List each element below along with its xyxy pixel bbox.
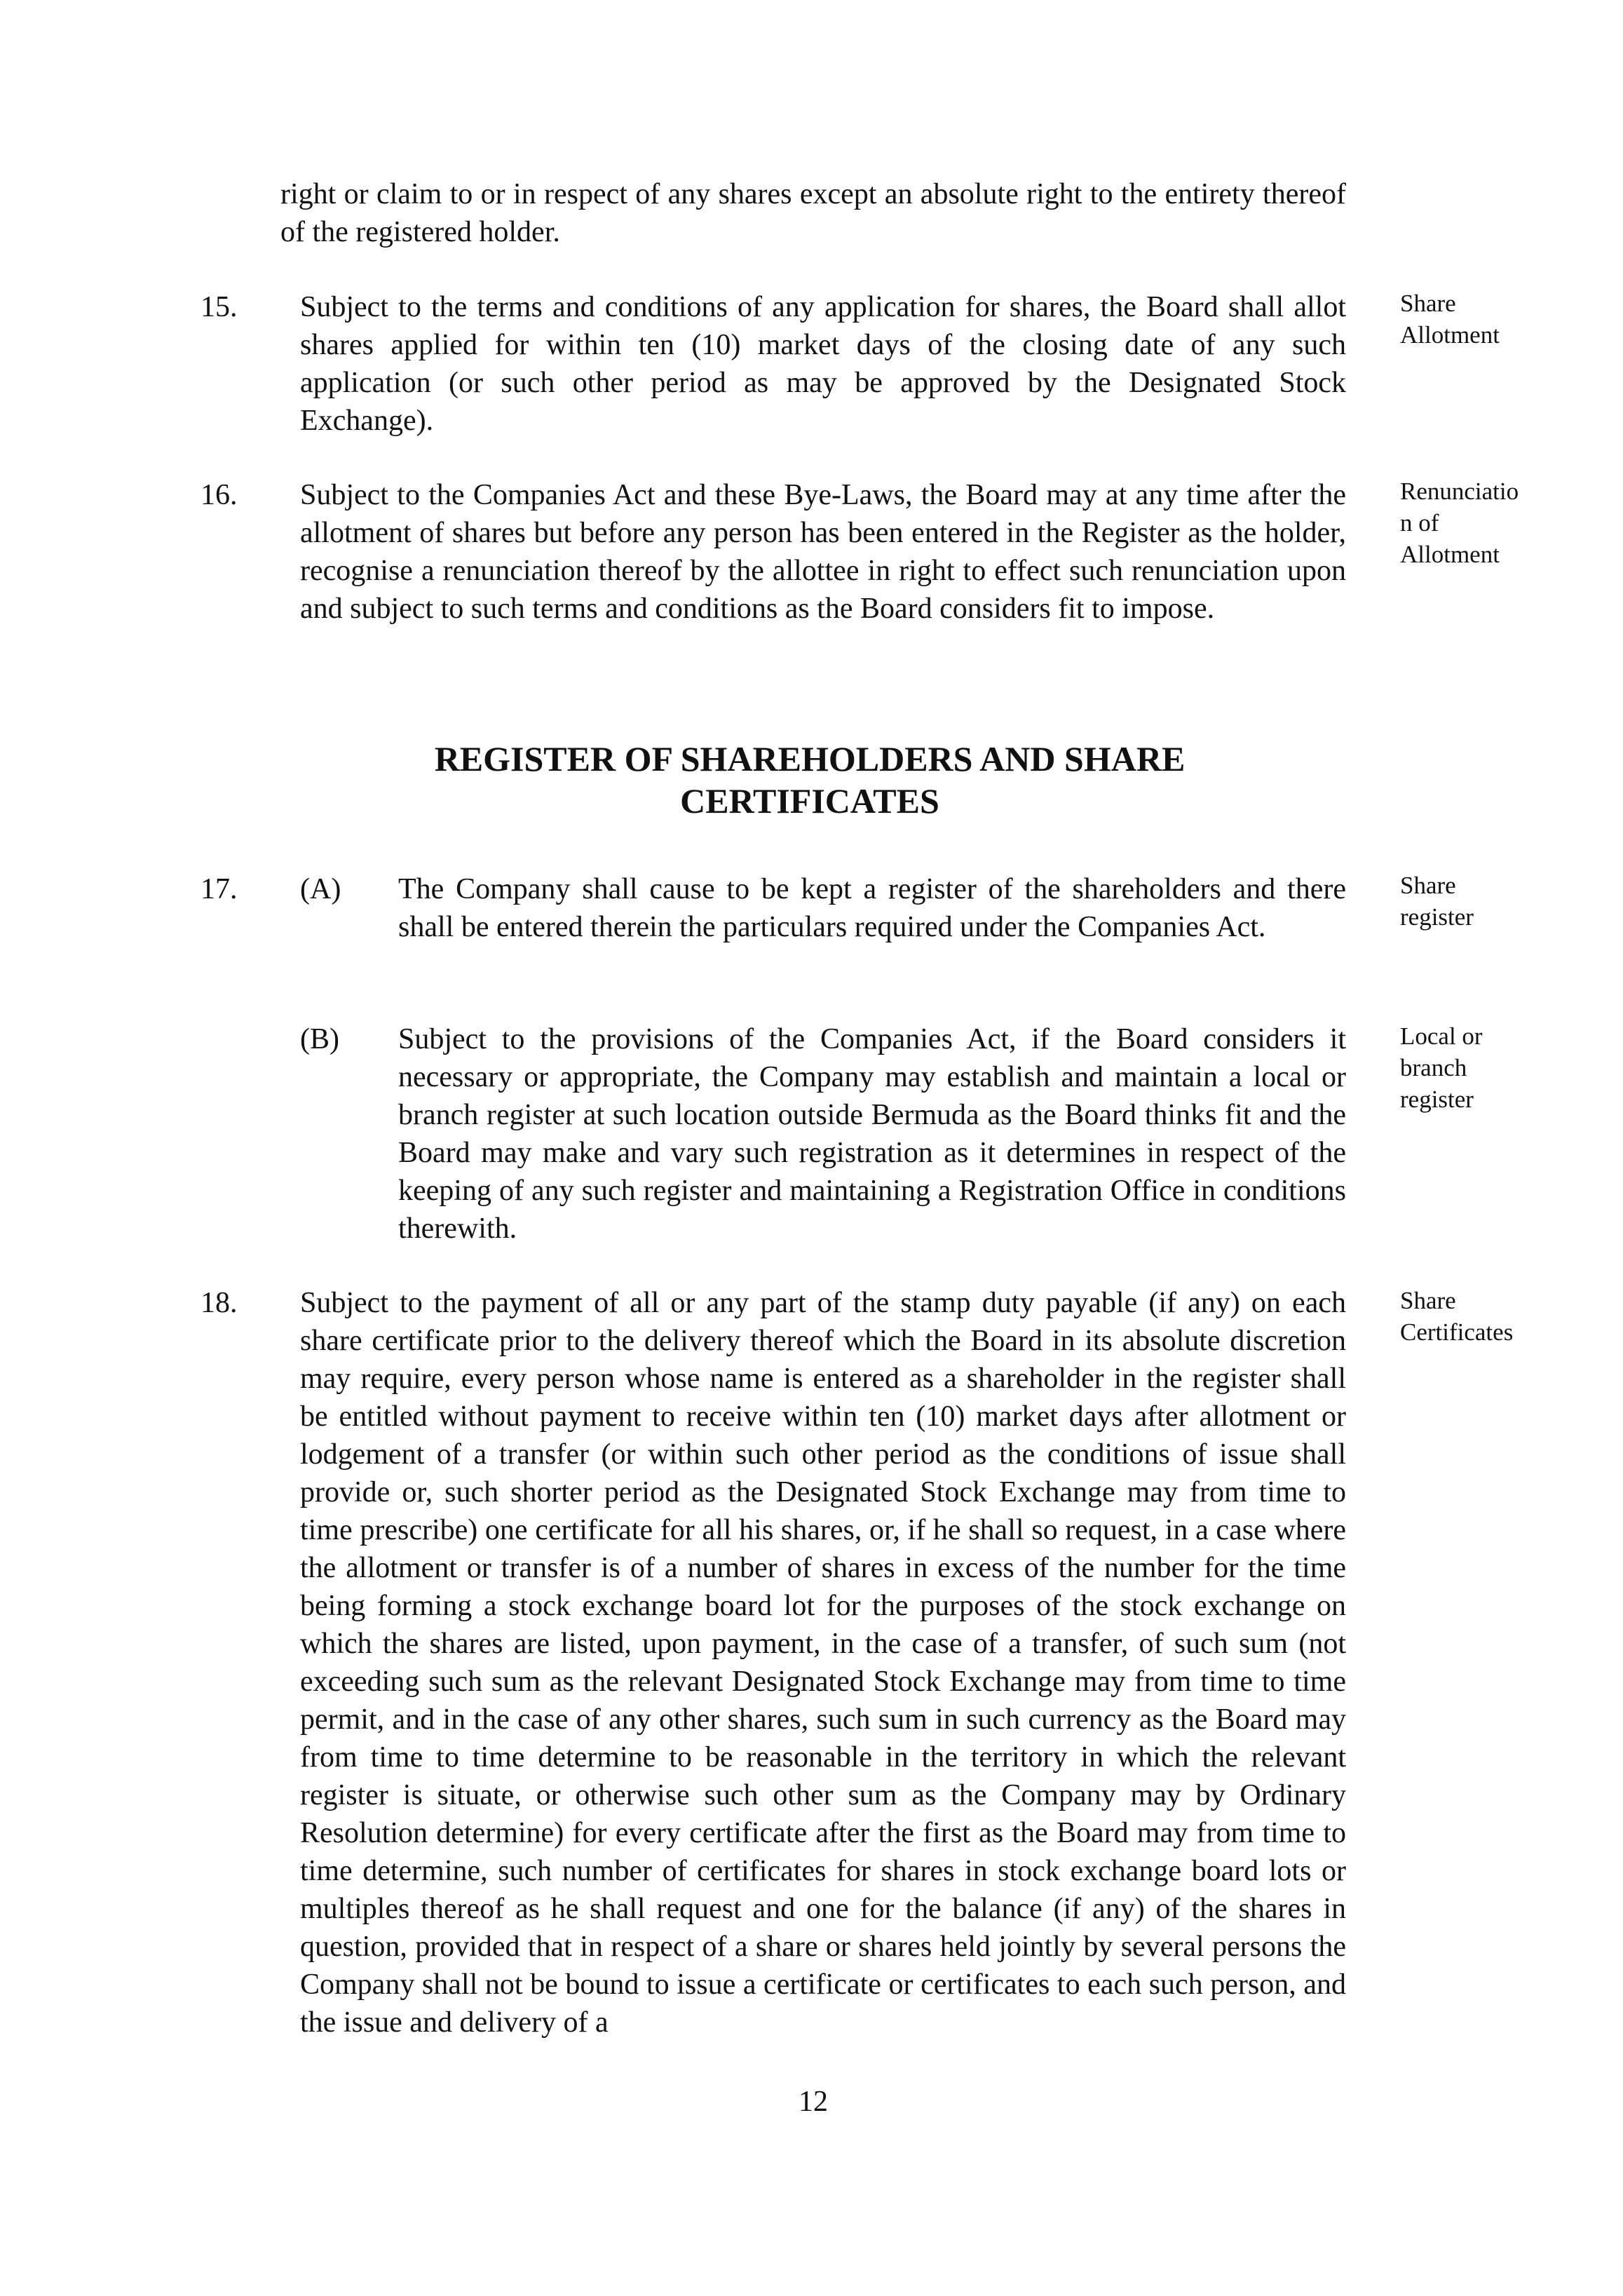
page-number: 12 <box>799 2086 828 2118</box>
clause-15-text: Subject to the terms and conditions of any application for shares, the Board shall allot shares applied for within ten (10) market days of the closing date of any such application (or such other period as may be approved by the Designated Stock Exchange). <box>300 291 1346 437</box>
clause-18-margin-note: Share Certificates <box>1400 1287 1514 1346</box>
clause-17b-margin-note: Local or branch register <box>1400 1022 1483 1113</box>
clause-17-number: 17. <box>201 873 238 905</box>
clause-15-number: 15. <box>201 291 238 323</box>
clause-16-margin-note: Renunciatio n of Allotment <box>1400 478 1519 568</box>
clause-16-text: Subject to the Companies Act and these Bye-Laws, the Board may at any time after the allotment of shares but before any person has been entered in the Register as the holder, recognise a renunciation thereof by the allottee in right to effect such renunciation upon and subject to such terms and conditions as the Board considers fit to impose. <box>300 479 1346 625</box>
clause-16-number: 16. <box>201 479 238 511</box>
continuation-paragraph: right or claim to or in respect of any shares except an absolute right to the entirety thereof of the registered holder. <box>280 178 1346 248</box>
clause-17b-text: Subject to the provisions of the Companies Act, if the Board considers it necessary or appropriate, the Company may establish and maintain a local or branch register at such location outside Bermuda as the Board thinks fit and the Board may make and vary such registration as it determines in respect of the keeping of any such register and maintaining a Registration Office in conditions therewith. <box>398 1023 1346 1245</box>
clause-17a-label: (A) <box>300 873 341 905</box>
section-heading-line-2: CERTIFICATES <box>680 781 939 821</box>
clause-18-number: 18. <box>201 1287 238 1319</box>
clause-17a-margin-note: Share register <box>1400 872 1474 931</box>
clause-17a-text: The Company shall cause to be kept a register of the shareholders and there shall be entered therein the particulars required under the Companies Act. <box>398 873 1346 943</box>
clause-15-margin-note: Share Allotment <box>1400 290 1500 349</box>
section-heading-line-1: REGISTER OF SHAREHOLDERS AND SHARE <box>434 739 1186 778</box>
clause-18-text: Subject to the payment of all or any part of the stamp duty payable (if any) on each share certificate prior to the delivery thereof which the Board in its absolute discretion may require, every person whose name is entered as a shareholder in the register shall be entitled without payment to receive within ten (10) market days after allotment or lodgement of a transfer (or within such other period as the conditions of issue shall provide or, such shorter period as the Designated Stock Exchange may from time to time prescribe) one certificate for all his shares, or, if he shall so request, in a case where the allotment or transfer is of a number of shares in excess of the number for the time being forming a stock exchange board lot for the purposes of the stock exchange on which the shares are listed, upon payment, in the case of a transfer, of such sum (not exceeding such sum as the relevant Designated Stock Exchange may from time to time permit, and in the case of any other shares, such sum in such currency as the Board may from time to time determine to be reasonable in the territory in which the relevant register is situate, or otherwise such other sum as the Company may by Ordinary Resolution determine) for every certificate after the first as the Board may from time to time determine, such number of certificates for shares in stock exchange board lots or multiples thereof as he shall request and one for the balance (if any) of the shares in question, provided that in respect of a share or shares held jointly by several persons the Company shall not be bound to issue a certificate or certificates to each such person, and the issue and delivery of a <box>300 1287 1346 2039</box>
clause-17b-label: (B) <box>300 1023 339 1055</box>
